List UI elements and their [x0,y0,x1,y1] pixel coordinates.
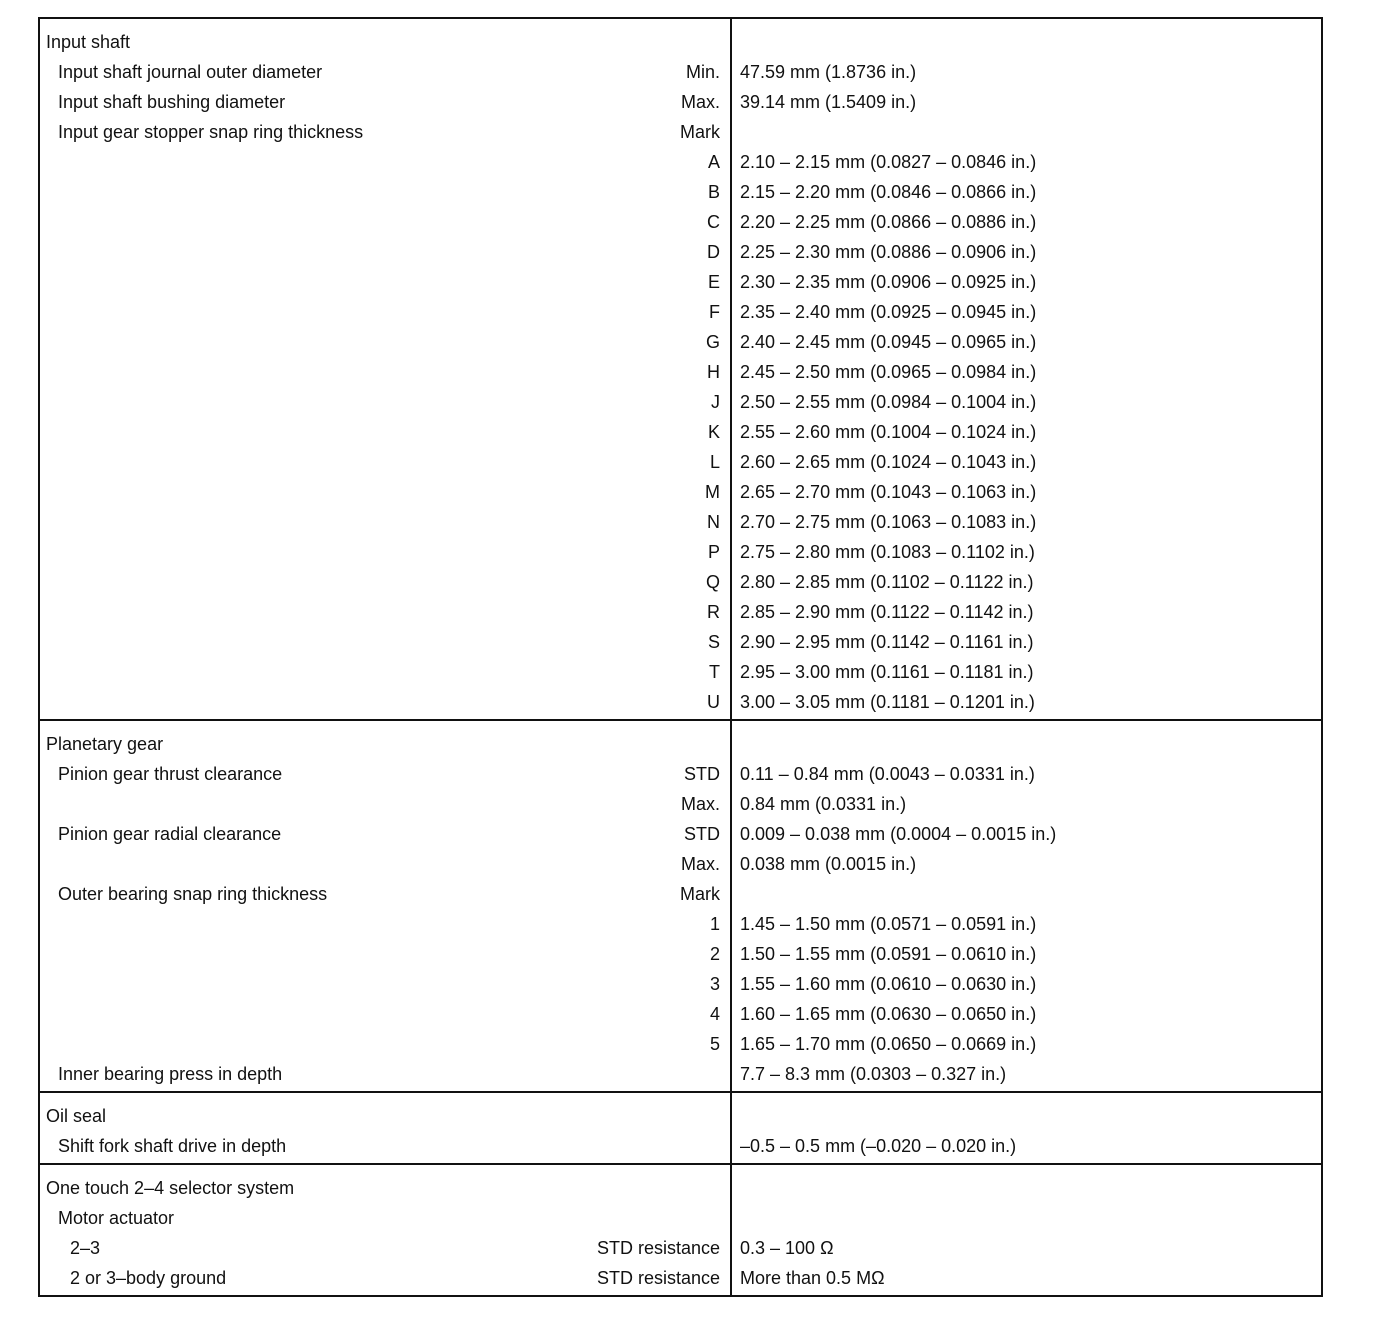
spec-qualifier: T [709,661,720,682]
spec-value: 7.7 – 8.3 mm (0.0303 – 0.327 in.) [740,1063,1007,1084]
spec-row [40,789,1321,819]
spec-qualifier: STD [684,823,720,844]
section-title: Planetary gear [46,733,164,754]
spec-row [40,657,1321,687]
spec-value: 1.45 – 1.50 mm (0.0571 – 0.0591 in.) [740,913,1037,934]
spec-label: Input shaft bushing diameter [58,91,286,112]
spec-row [40,999,1321,1029]
spec-label: Input gear stopper snap ring thickness [58,121,364,142]
spec-qualifier: Max. [680,91,720,112]
spec-row [40,1059,1321,1089]
spec-row [40,849,1321,879]
spec-qualifier: Max. [680,853,720,874]
spec-row [40,297,1321,327]
spec-value: 2.35 – 2.40 mm (0.0925 – 0.0945 in.) [740,301,1037,322]
section-selector-system [40,1163,1321,1295]
spec-value: 2.30 – 2.35 mm (0.0906 – 0.0925 in.) [740,271,1037,292]
spec-value: 2.25 – 2.30 mm (0.0886 – 0.0906 in.) [740,241,1037,262]
spec-qualifier: Mark [680,121,720,142]
spec-row [40,327,1321,357]
spec-row [40,597,1321,627]
spec-value: 1.50 – 1.55 mm (0.0591 – 0.0610 in.) [740,943,1037,964]
spec-label: Input shaft journal outer diameter [58,61,323,82]
spec-qualifier: 1 [709,913,720,934]
spec-value: More than 0.5 MΩ [740,1267,885,1288]
spec-label: Inner bearing press in depth [58,1063,283,1084]
spec-row [40,909,1321,939]
spec-value: 0.11 – 0.84 mm (0.0043 – 0.0331 in.) [740,763,1035,784]
spec-label: Motor actuator [58,1207,175,1228]
spec-row [40,177,1321,207]
spec-row [40,969,1321,999]
section-title-row [40,729,1321,759]
section-title-row [40,1173,1321,1203]
spec-label: Outer bearing snap ring thickness [58,883,328,904]
spec-qualifier: STD resistance [596,1267,720,1288]
spec-value: 2.60 – 2.65 mm (0.1024 – 0.1043 in.) [740,451,1037,472]
spec-row [40,819,1321,849]
spec-qualifier: STD [684,763,720,784]
spec-value: 2.90 – 2.95 mm (0.1142 – 0.1161 in.) [740,631,1034,652]
spec-value: 2.65 – 2.70 mm (0.1043 – 0.1063 in.) [740,481,1037,502]
spec-label: Shift fork shaft drive in depth [58,1135,287,1156]
spec-row [40,687,1321,717]
spec-qualifier: 4 [709,1003,720,1024]
spec-qualifier: STD resistance [596,1237,720,1258]
section-title: Input shaft [46,31,131,52]
spec-qualifier: C [707,211,720,232]
spec-value: 1.60 – 1.65 mm (0.0630 – 0.0650 in.) [740,1003,1037,1024]
spec-row [40,1233,1321,1263]
spec-row [40,477,1321,507]
spec-value: 2.45 – 2.50 mm (0.0965 – 0.0984 in.) [740,361,1037,382]
spec-value: 2.15 – 2.20 mm (0.0846 – 0.0866 in.) [740,181,1037,202]
section-title-row [40,27,1321,57]
spec-qualifier: Mark [680,883,720,904]
spec-qualifier: J [711,391,720,412]
spec-qualifier: F [709,301,720,322]
spec-row [40,87,1321,117]
spec-label: 2 or 3–body ground [70,1267,227,1288]
spec-label: Pinion gear radial clearance [58,823,282,844]
spec-value: 2.85 – 2.90 mm (0.1122 – 0.1142 in.) [740,601,1034,622]
section-planetary-gear [40,719,1321,1091]
spec-row [40,537,1321,567]
spec-value: 2.55 – 2.60 mm (0.1004 – 0.1024 in.) [740,421,1037,442]
spec-qualifier: S [707,631,720,652]
spec-value: 1.55 – 1.60 mm (0.0610 – 0.0630 in.) [740,973,1037,994]
spec-value: 0.3 – 100 Ω [740,1237,834,1258]
spec-value: 39.14 mm (1.5409 in.) [740,91,917,112]
spec-row [40,237,1321,267]
spec-value: –0.5 – 0.5 mm (–0.020 – 0.020 in.) [740,1135,1017,1156]
spec-row [40,939,1321,969]
spec-value: 2.50 – 2.55 mm (0.0984 – 0.1004 in.) [740,391,1037,412]
spec-qualifier: E [707,271,720,292]
spec-value: 0.038 mm (0.0015 in.) [740,853,917,874]
spec-qualifier: G [705,331,720,352]
spec-value: 2.95 – 3.00 mm (0.1161 – 0.1181 in.) [740,661,1034,682]
spec-row [40,117,1321,147]
spec-qualifier: 2 [709,943,720,964]
spec-row [40,1263,1321,1293]
spec-qualifier: D [707,241,720,262]
spec-row [40,57,1321,87]
spec-value: 2.10 – 2.15 mm (0.0827 – 0.0846 in.) [740,151,1037,172]
spec-row [40,879,1321,909]
spec-value: 47.59 mm (1.8736 in.) [740,61,917,82]
spec-value: 0.84 mm (0.0331 in.) [740,793,907,814]
spec-row [40,1131,1321,1161]
spec-value: 2.75 – 2.80 mm (0.1083 – 0.1102 in.) [740,541,1035,562]
spec-row [40,507,1321,537]
spec-qualifier: M [705,481,720,502]
spec-row [40,207,1321,237]
spec-value: 2.20 – 2.25 mm (0.0866 – 0.0886 in.) [740,211,1037,232]
spec-qualifier: U [707,691,720,712]
spec-value: 1.65 – 1.70 mm (0.0650 – 0.0669 in.) [740,1033,1037,1054]
spec-label: Pinion gear thrust clearance [58,763,283,784]
spec-value: 3.00 – 3.05 mm (0.1181 – 0.1201 in.) [740,691,1035,712]
spec-value: 2.40 – 2.45 mm (0.0945 – 0.0965 in.) [740,331,1037,352]
spec-qualifier: 5 [709,1033,720,1054]
spec-qualifier: B [707,181,720,202]
spec-qualifier: Min. [685,61,720,82]
spec-qualifier: P [707,541,720,562]
spec-qualifier: N [707,511,720,532]
spec-qualifier: R [707,601,720,622]
section-title: Oil seal [46,1105,107,1126]
spec-row [40,417,1321,447]
spec-qualifier: A [707,151,720,172]
section-oil-seal [40,1091,1321,1163]
spec-table [38,17,1323,1297]
spec-row [40,1029,1321,1059]
spec-qualifier: 3 [709,973,720,994]
spec-row [40,1203,1321,1233]
spec-qualifier: Max. [680,793,720,814]
spec-row [40,567,1321,597]
spec-row [40,627,1321,657]
spec-row [40,759,1321,789]
section-title: One touch 2–4 selector system [46,1177,295,1198]
spec-row [40,447,1321,477]
spec-qualifier: Q [705,571,720,592]
spec-value: 2.80 – 2.85 mm (0.1102 – 0.1122 in.) [740,571,1034,592]
spec-row [40,267,1321,297]
spec-qualifier: L [709,451,720,472]
spec-row [40,387,1321,417]
spec-qualifier: H [707,361,720,382]
spec-row [40,147,1321,177]
spec-qualifier: K [707,421,720,442]
spec-value: 0.009 – 0.038 mm (0.0004 – 0.0015 in.) [740,823,1057,844]
spec-label: 2–3 [70,1237,101,1258]
spec-row [40,357,1321,387]
spec-value: 2.70 – 2.75 mm (0.1063 – 0.1083 in.) [740,511,1037,532]
section-title-row [40,1101,1321,1131]
section-input-shaft [40,19,1321,719]
